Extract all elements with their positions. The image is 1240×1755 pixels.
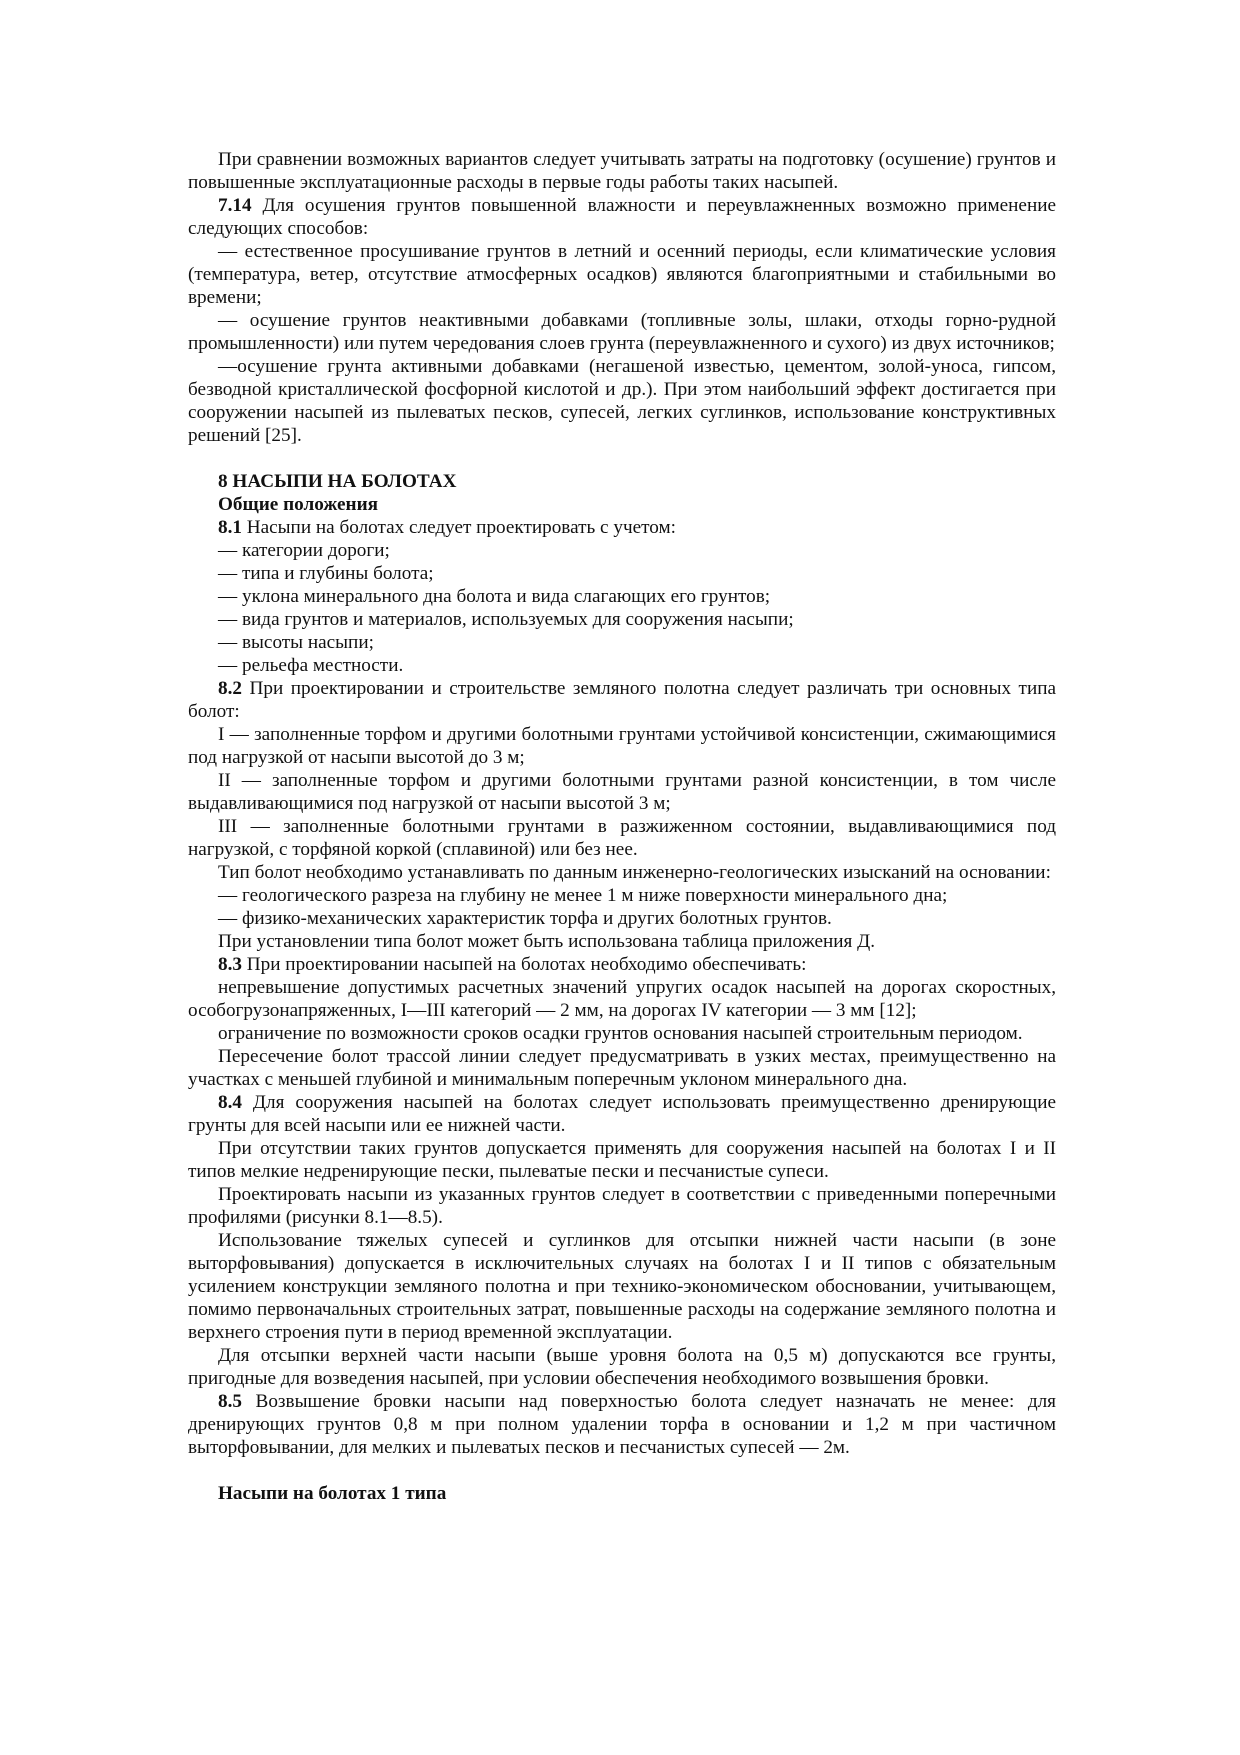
clause-number: 8.4 [218, 1092, 242, 1113]
list-item: — высоты насыпи; [218, 632, 374, 653]
paragraph-type-2: II — заполненные торфом и другими болотными грунтами разной консистенции, в том числе выдавливающимися под нагрузкой от насыпи высотой 3 м; [188, 770, 1056, 814]
clause-text: Возвышение бровки насыпи над поверхностью болота следует назначать не менее: для дренирующих грунтов 0,8 м при полном удалении торфа в основании и 1,2 м при частичном выторфовывании, для мелких и пылеватых песков и песчанистых супесей — 2м. [188, 1391, 1056, 1458]
clause-text: При проектировании и строительстве земляного полотна следует различать три основных типа болот: [188, 678, 1056, 722]
spacer [188, 1459, 1056, 1482]
clause-text: Для сооружения насыпей на болотах следует использовать преимущественно дренирующие грунты для всей насыпи или ее нижней части. [188, 1092, 1056, 1136]
paragraph-8-3-c: Пересечение болот трассой линии следует предусматривать в узких местах, преимущественно на участках с меньшей глубиной и минимальным поперечным уклоном минерального дна. [188, 1046, 1056, 1090]
paragraph-method-1: — естественное просушивание грунтов в летний и осенний периоды, если климатические условия (температура, ветер, отсутствие атмосферных осадков) являются благоприятными и стабильными во времени; [188, 241, 1056, 308]
paragraph-type-3: III — заполненные болотными грунтами в разжиженном состоянии, выдавливающимися под нагрузкой, с торфяной коркой (сплавиной) или без нее. [188, 816, 1056, 860]
list-item: — вида грунтов и материалов, используемых для сооружения насыпи; [218, 609, 794, 630]
clause-text: Для осушения грунтов повышенной влажности и переувлажненных возможно применение следующих способов: [188, 195, 1056, 239]
document-page [188, 148, 1056, 1505]
paragraph-8-2 [188, 677, 1056, 723]
clause-number: 8.5 [218, 1391, 242, 1412]
clause-text: Насыпи на болотах следует проектировать с учетом: [241, 517, 676, 538]
spacer [188, 447, 1056, 470]
paragraph-intro-1: При сравнении возможных вариантов следует учитывать затраты на подготовку (осушение) грунтов и повышенные эксплуатационные расходы в первые годы работы таких насыпей. [188, 149, 1056, 193]
paragraph-8-4-c: Использование тяжелых супесей и суглинков для отсыпки нижней части насыпи (в зоне выторфовывания) допускается в исключительных случаях на болотах I и II типов с обязательным усилением конструкции земляного полотна и при технико-экономическом обосновании, учитывающем, помимо первоначальных строительных затрат, повышенные расходы на содержание земляного полотна и верхнего строения пути в период временной эксплуатации. [188, 1230, 1056, 1343]
section-subtitle: Общие положения [218, 494, 379, 515]
clause-text: При проектировании насыпей на болотах необходимо обеспечивать: [241, 954, 807, 975]
list-item: — физико-механических характеристик торфа и других болотных грунтов. [218, 908, 832, 929]
paragraph-8-4-a: При отсутствии таких грунтов допускается применять для сооружения насыпей на болотах I и II типов мелкие недренирующие пески, пылеватые пески и песчанистые супеси. [188, 1138, 1056, 1182]
paragraph-type-table: При установлении типа болот может быть использована таблица приложения Д. [218, 931, 876, 952]
paragraph-7-14 [188, 194, 1056, 240]
paragraph-8-4 [188, 1091, 1056, 1137]
paragraph-8-3-a: непревышение допустимых расчетных значений упругих осадок насыпей на дорогах скоростных, особогрузонапряженных, I—III категорий — 2 мм, на дорогах IV категории — 3 мм [12]; [188, 977, 1056, 1021]
paragraph-8-3 [188, 953, 1056, 976]
paragraph-8-5 [188, 1390, 1056, 1459]
paragraph-method-3: —осушение грунта активными добавками (негашеной известью, цементом, золой-уноса, гипсом, безводной кристаллической фосфорной кислотой и др.). При этом наибольший эффект достигается при сооружении насыпей из пылеватых песков, супесей, легких суглинков, использование конструктивных решений [25]. [188, 356, 1056, 446]
clause-number: 8.1 [218, 517, 242, 538]
paragraph-8-3-b: ограничение по возможности сроков осадки грунтов основания насыпей строительным периодом. [218, 1023, 1023, 1044]
paragraph-8-1 [188, 516, 1056, 539]
list-item: — типа и глубины болота; [218, 563, 434, 584]
list-item: — категории дороги; [218, 540, 390, 561]
list-item: — геологического разреза на глубину не менее 1 м ниже поверхности минерального дна; [218, 885, 948, 906]
list-item: — рельефа местности. [218, 655, 404, 676]
paragraph-type-1: I — заполненные торфом и другими болотными грунтами устойчивой консистенции, сжимающимися под нагрузкой от насыпи высотой до 3 м; [188, 724, 1056, 768]
clause-number: 8.2 [218, 678, 242, 699]
paragraph-8-4-b: Проектировать насыпи из указанных грунтов следует в соответствии с приведенными поперечными профилями (рисунки 8.1—8.5). [188, 1184, 1056, 1228]
paragraph-method-2: — осушение грунтов неактивными добавками (топливные золы, шлаки, отходы горно-рудной промышленности) или путем чередования слоев грунта (переувлажненного и сухого) из двух источников; [188, 310, 1056, 354]
paragraph-type-basis: Тип болот необходимо устанавливать по данным инженерно-геологических изысканий на основании: [218, 862, 1051, 883]
clause-number: 7.14 [218, 195, 252, 216]
subsection-title: Насыпи на болотах 1 типа [218, 1483, 447, 1504]
clause-number: 8.3 [218, 954, 242, 975]
section-title: 8 НАСЫПИ НА БОЛОТАХ [218, 471, 457, 492]
list-item: — уклона минерального дна болота и вида слагающих его грунтов; [218, 586, 771, 607]
paragraph-8-4-d: Для отсыпки верхней части насыпи (выше уровня болота на 0,5 м) допускаются все грунты, пригодные для возведения насыпей, при условии обеспечения необходимого возвышения бровки. [188, 1345, 1056, 1389]
